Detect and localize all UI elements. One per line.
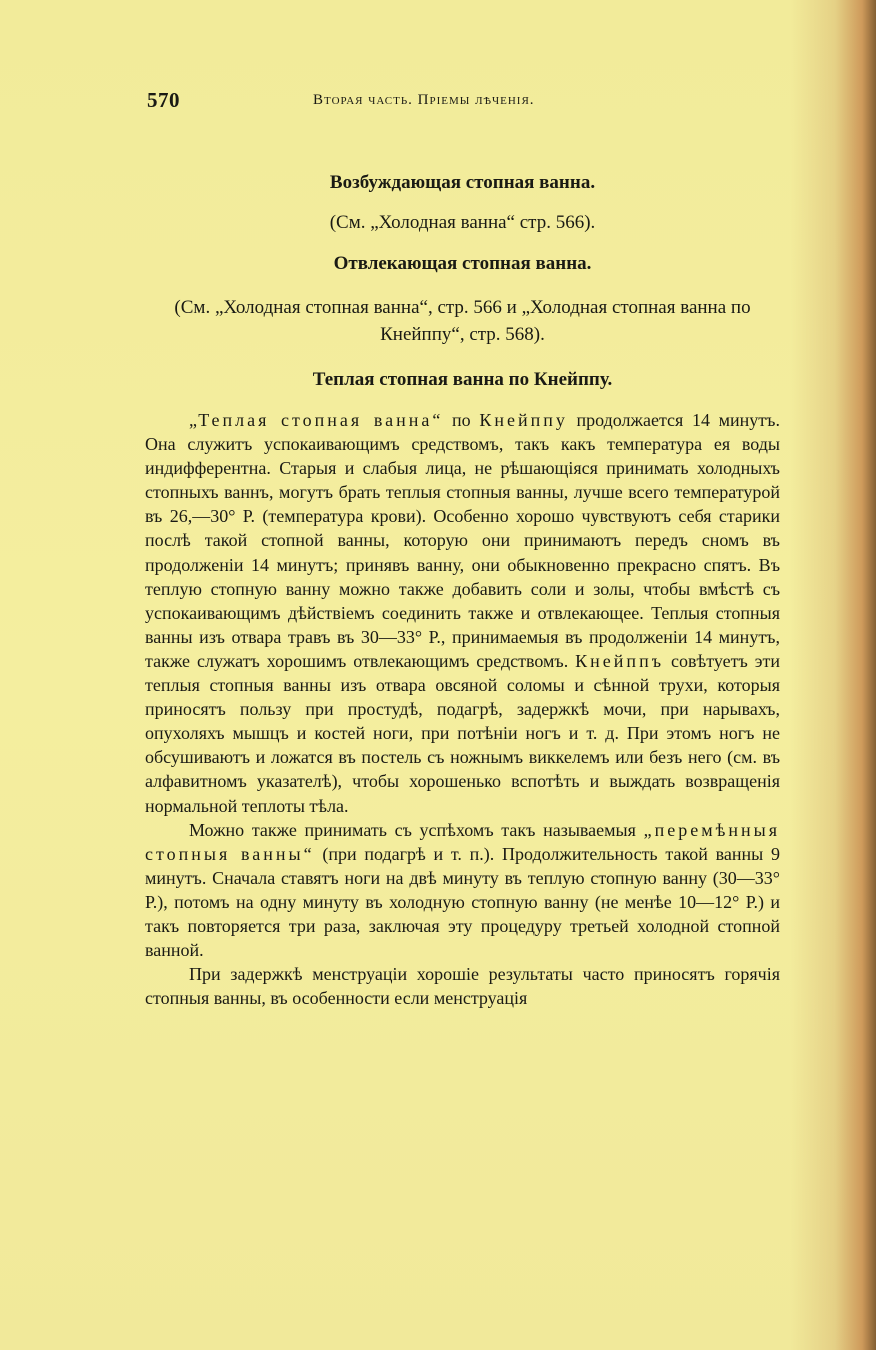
text-span: Можно также принимать съ успѣхомъ такъ называемыя	[189, 819, 644, 840]
term-alternating-foot-bath: „перемѣнныя стопныя ванны“	[145, 819, 780, 864]
section-reference-derivative-foot-bath: (См. „Холодная стопная ванна“, стр. 566 и „Холодная стопная ванна по Кнейппу“, стр. 568).	[174, 297, 751, 345]
page-content	[145, 165, 780, 1010]
paragraph-menstruation: При задержкѣ менструаціи хорошіе результаты часто приносятъ горячія стопныя ванны, въ особенности если менструація	[145, 964, 780, 1009]
paragraph-warm-foot-bath	[145, 408, 780, 818]
page-number: 570	[147, 88, 180, 112]
running-title: Вторая часть. Пріемы лѣченія.	[313, 92, 535, 108]
paragraph-alternating-foot-bath	[145, 818, 780, 963]
section-heading-stimulating-foot-bath: Возбуждающая стопная ванна.	[329, 172, 596, 193]
text-span: совѣтуетъ эти теплыя стопныя ванны изъ отвара овсяной соломы и сѣнной трухи, которыя приносятъ пользу при простудѣ, подагрѣ, задержкѣ мочи, при нарывахъ, опухоляхъ мышцъ и костей ноги, при потѣніи ногъ и т. д. При этомъ ногъ не обсушиваютъ и ложатся въ постель съ ножнымъ виккелемъ или безъ него (см. въ алфавитномъ указателѣ), чтобы хорошенько вспотѣть и выждать возвращенія нормальной теплоты тѣла.	[145, 650, 780, 816]
section-heading-warm-foot-bath: Теплая стопная ванна по Кнейппу.	[312, 369, 613, 390]
body-text	[145, 408, 780, 1010]
section-reference-stimulating-foot-bath: (См. „Холодная ванна“ стр. 566).	[329, 212, 596, 233]
author-name: Кнейппъ	[575, 650, 665, 671]
term-warm-foot-bath: „Теплая стопная ванна“	[189, 410, 444, 430]
text-span: по	[443, 410, 480, 430]
page-header	[147, 88, 787, 116]
section-heading-derivative-foot-bath: Отвлекающая стопная ванна.	[333, 253, 592, 274]
text-span: продолжается 14 минутъ. Она служитъ успокаивающимъ средствомъ, такъ какъ температура ея воды индифферентна. Старыя и слабыя лица, не рѣшающіяся принимать холодныхъ стопныхъ ваннъ, могутъ брать теплыя стопныя ванны, лучше всего температурой въ 26,—30° Р. (температура крови). Особенно хорошо чувствуютъ себя старики послѣ такой стопной ванны, которую они принимаютъ передъ сномъ въ продолженіи 14 минутъ; принявъ ванну, они обыкновенно прекрасно спятъ. Въ теплую стопную ванну можно также добавить соли и золы, чтобы вмѣстѣ съ успокаивающимъ дѣйствіемъ соединить также и отвлекающее. Теплыя стопныя ванны изъ отвара травъ въ 30—33° Р., принимаемыя въ продолженіи 14 минутъ, также служатъ хорошимъ отвлекающимъ средствомъ.	[145, 410, 780, 671]
text-span: (при подагрѣ и т. п.). Продолжительность такой ванны 9 минутъ. Сначала ставятъ ноги на двѣ минуту въ теплую стопную ванну (30—33° Р.), потомъ на одну минуту въ холодную стопную ванну (не менѣе 10—12° Р.) и такъ повторяется три раза, заключая эту процедуру третьей холодной стопной ванной.	[145, 843, 781, 961]
author-name: Кнейппу	[479, 410, 568, 430]
